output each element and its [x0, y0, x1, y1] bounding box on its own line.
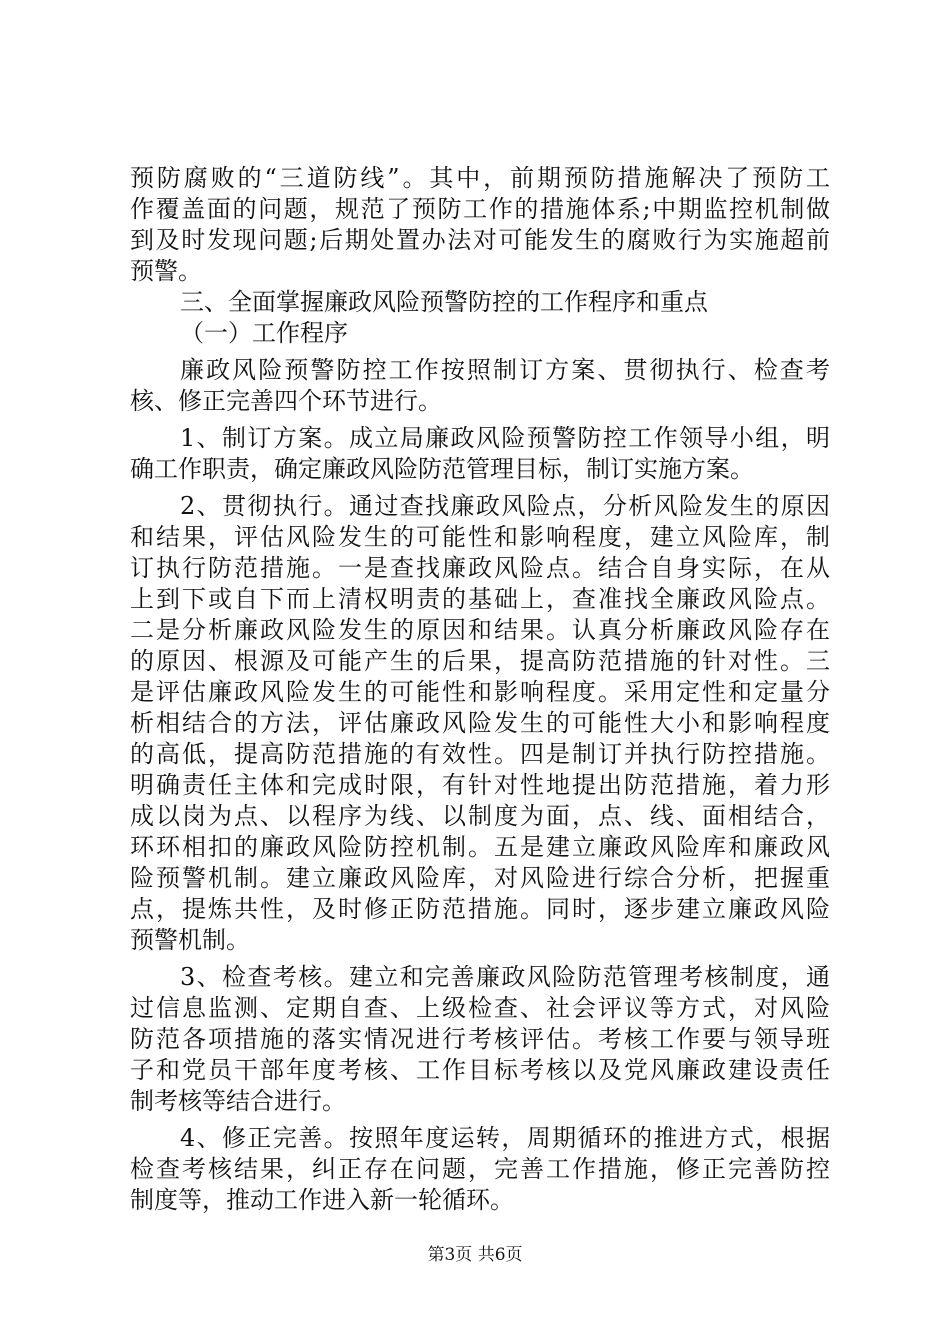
text-line: （一）工作程序: [180, 319, 348, 347]
text-line: 子和党员干部年度考核、工作目标考核以及党风廉政建设责任: [130, 1056, 830, 1084]
text-line: 制度等，推动工作进入新一轮循环。: [130, 1186, 514, 1214]
text-line: 析相结合的方法，评估廉政风险发生的可能性大小和影响程度: [130, 709, 830, 737]
text-line: 到及时发现问题;后期处置办法对可能发生的腐败行为实施超前: [130, 226, 830, 254]
text-line: 过信息监测、定期自查、上级检查、社会评议等方式，对风险: [130, 994, 830, 1022]
text-line: 预警机制。: [130, 926, 250, 954]
text-line: 检查考核结果，纠正存在问题，完善工作措施，修正完善防控: [130, 1155, 830, 1183]
text-line: 点，提炼共性，及时修正防范措施。同时，逐步建立廉政风险: [130, 895, 830, 923]
text-line: 防范各项措施的落实情况进行考核评估。考核工作要与领导班: [130, 1025, 830, 1053]
text-line: 明确责任主体和完成时限，有针对性地提出防范措施，着力形: [130, 771, 830, 799]
text-line: 预警。: [130, 257, 202, 285]
text-line: 环环相扣的廉政风险防控机制。五是建立廉政风险库和廉政风: [130, 833, 830, 861]
text-line: 二是分析廉政风险发生的原因和结果。认真分析廉政风险存在: [130, 616, 830, 644]
text-line: 三、全面掌握廉政风险预警防控的工作程序和重点: [180, 288, 708, 316]
text-line: 1、制订方案。成立局廉政风险预警防控工作领导小组，明: [180, 424, 830, 452]
text-line: 确工作职责，确定廉政风险防范管理目标，制订实施方案。: [130, 455, 754, 483]
text-line: 制考核等结合进行。: [130, 1087, 346, 1115]
text-line: 险预警机制。建立廉政风险库，对风险进行综合分析，把握重: [130, 864, 830, 892]
text-line: 上到下或自下而上清权明责的基础上，查准找全廉政风险点。: [130, 585, 830, 613]
text-line: 4、修正完善。按照年度运转，周期循环的推进方式，根据: [180, 1124, 830, 1152]
text-line: 核、修正完善四个环节进行。: [130, 387, 442, 415]
text-line: 预防腐败的“三道防线”。其中，前期预防措施解决了预防工: [130, 164, 830, 192]
text-line: 和结果，评估风险发生的可能性和影响程度，建立风险库，制: [130, 523, 830, 551]
text-line: 是评估廉政风险发生的可能性和影响程度。采用定性和定量分: [130, 678, 830, 706]
text-line: 廉政风险预警防控工作按照制订方案、贯彻执行、检查考: [180, 356, 830, 384]
document-body: [130, 163, 830, 1216]
text-line: 作覆盖面的问题，规范了预防工作的措施体系;中期监控机制做: [130, 195, 830, 223]
text-line: 的高低，提高防范措施的有效性。四是制订并执行防控措施。: [130, 740, 830, 768]
text-line: 3、检查考核。建立和完善廉政风险防范管理考核制度，通: [180, 963, 830, 991]
text-line: 订执行防范措施。一是查找廉政风险点。结合自身实际，在从: [130, 554, 830, 582]
text-line: 成以岗为点、以程序为线、以制度为面，点、线、面相结合，: [130, 802, 830, 830]
page-footer: 第3页 共6页: [427, 1245, 523, 1265]
text-line: 2、贯彻执行。通过查找廉政风险点，分析风险发生的原因: [180, 492, 830, 520]
text-line: 的原因、根源及可能产生的后果，提高防范措施的针对性。三: [130, 647, 830, 675]
